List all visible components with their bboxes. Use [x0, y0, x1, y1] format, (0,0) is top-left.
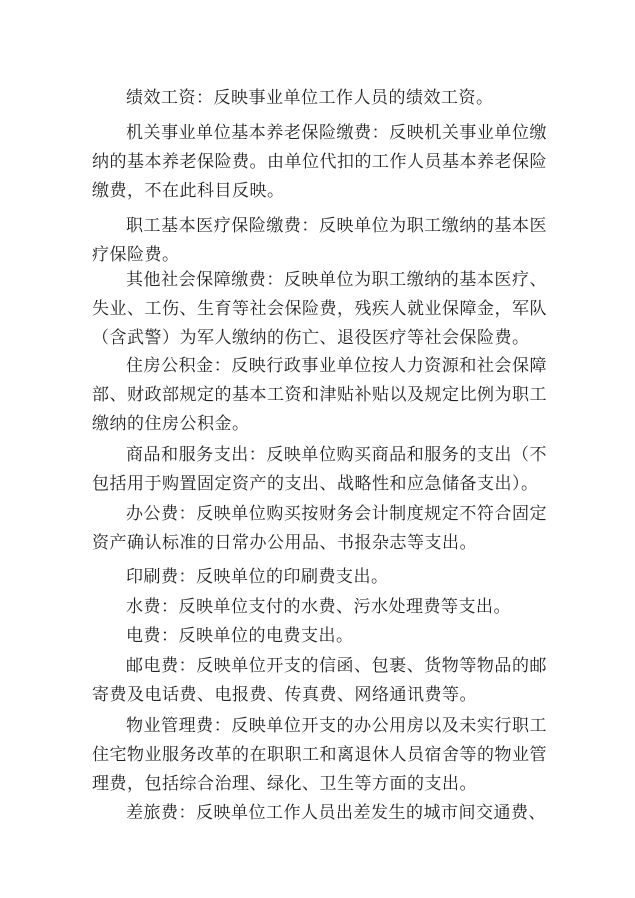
paragraph-performance-pay: 绩效工资：反映事业单位工作人员的绩效工资。 — [126, 88, 494, 108]
paragraph-printing-expenses: 印刷费：反映单位的印刷费支出。 — [126, 567, 389, 587]
paragraph-postal-expenses: 邮电费：反映单位开支的信函、包裹、货物等物品的邮寄费及电话费、电报费、传真费、网络通讯费等。 — [92, 656, 547, 705]
paragraph-goods-services: 商品和服务支出：反映单位购买商品和服务的支出（不包括用于购置固定资产的支出、战略性和应急储备支出）。 — [92, 445, 547, 494]
paragraph-housing-fund: 住房公积金：反映行政事业单位按人力资源和社会保障部、财政部规定的基本工资和津贴补贴以及规定比例为职工缴纳的住房公积金。 — [92, 356, 547, 434]
paragraph-office-expenses: 办公费：反映单位购买按财务会计制度规定不符合固定资产确认标准的日常办公用品、书报杂志等支出。 — [92, 504, 547, 553]
paragraph-electricity-expenses: 电费：反映单位的电费支出。 — [126, 626, 354, 646]
paragraph-travel-expenses: 差旅费：反映单位工作人员出差发生的城市间交通费、 — [126, 803, 546, 823]
paragraph-medical-insurance: 职工基本医疗保险缴费：反映单位为职工缴纳的基本医疗保险费。 — [92, 216, 547, 265]
paragraph-pension-insurance: 机关事业单位基本养老保险缴费：反映机关事业单位缴纳的基本养老保险费。由单位代扣的工作人员基本养老保险缴费，不在此科目反映。 — [92, 123, 547, 201]
paragraph-property-management: 物业管理费：反映单位开支的办公用房以及未实行职工住宅物业服务改革的在职职工和离退休人员宿舍等的物业管理费，包括综合治理、绿化、卫生等方面的支出。 — [92, 716, 547, 794]
paragraph-water-expenses: 水费：反映单位支付的水费、污水处理费等支出。 — [126, 597, 511, 617]
paragraph-other-social-security: 其他社会保障缴费：反映单位为职工缴纳的基本医疗、失业、工伤、生育等社会保险费，残疾人就业保障金，军队（含武警）为军人缴纳的伤亡、退役医疗等社会保险费。 — [92, 270, 547, 348]
